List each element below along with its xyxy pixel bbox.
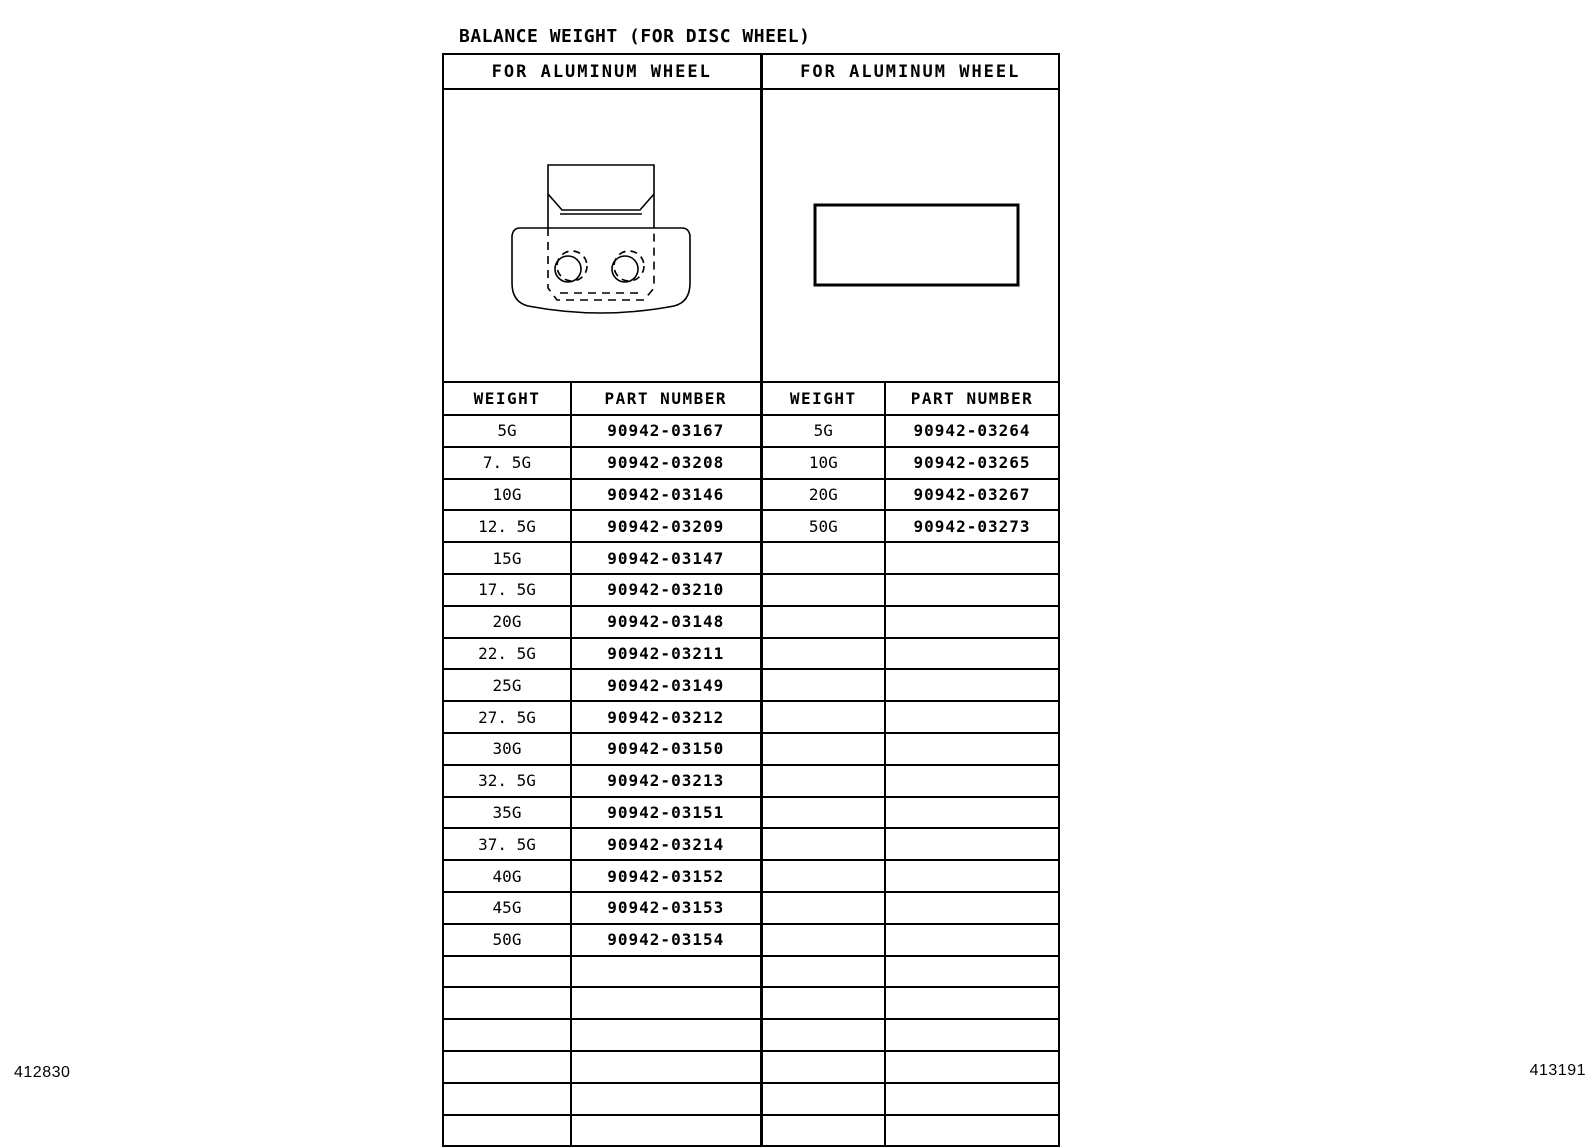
section-header-row [443, 54, 1059, 89]
part-number-cell-left: 90942-03150 [571, 733, 761, 765]
part-number-cell-right [885, 733, 1059, 765]
weight-cell-left: 37. 5G [443, 828, 571, 860]
table-row [443, 447, 1059, 479]
part-number-cell-right [885, 574, 1059, 606]
part-number-cell-right [885, 1115, 1059, 1147]
table-row [443, 924, 1059, 956]
part-number-cell-right [885, 542, 1059, 574]
table-row [443, 669, 1059, 701]
weight-cell-left: 20G [443, 606, 571, 638]
weight-cell-right [761, 606, 885, 638]
weight-cell-left: 50G [443, 924, 571, 956]
weight-cell-right: 20G [761, 479, 885, 511]
part-number-cell-right [885, 606, 1059, 638]
part-number-cell-right [885, 924, 1059, 956]
weight-cell-right [761, 1019, 885, 1051]
table-row [443, 415, 1059, 447]
column-header-part-left: PART NUMBER [571, 382, 761, 415]
table-row [443, 1051, 1059, 1083]
weight-cell-right [761, 1051, 885, 1083]
weight-cell-right [761, 892, 885, 924]
weight-cell-left: 15G [443, 542, 571, 574]
weight-cell-left [443, 987, 571, 1019]
weight-cell-right [761, 701, 885, 733]
weight-cell-right [761, 860, 885, 892]
weight-cell-left: 7. 5G [443, 447, 571, 479]
part-number-cell-left: 90942-03154 [571, 924, 761, 956]
table-row [443, 1115, 1059, 1147]
weight-cell-right [761, 765, 885, 797]
table-row [443, 987, 1059, 1019]
table-row [443, 574, 1059, 606]
column-header-weight-left: WEIGHT [443, 382, 571, 415]
part-number-cell-left: 90942-03208 [571, 447, 761, 479]
weight-cell-left: 45G [443, 892, 571, 924]
weight-cell-left: 22. 5G [443, 638, 571, 670]
table-row [443, 510, 1059, 542]
figure-number-right: 413191 [1529, 1062, 1586, 1079]
part-number-cell-left [571, 1115, 761, 1147]
weight-cell-right: 50G [761, 510, 885, 542]
weight-cell-left: 17. 5G [443, 574, 571, 606]
table-row [443, 860, 1059, 892]
weight-cell-right [761, 924, 885, 956]
weight-cell-left [443, 956, 571, 988]
part-number-cell-right [885, 669, 1059, 701]
section-header-left: FOR ALUMINUM WHEEL [443, 54, 761, 89]
part-number-cell-left [571, 987, 761, 1019]
part-number-cell-left [571, 1019, 761, 1051]
table-row [443, 892, 1059, 924]
table-row [443, 828, 1059, 860]
weight-cell-right [761, 1115, 885, 1147]
column-header-part-right: PART NUMBER [885, 382, 1059, 415]
weight-cell-right [761, 987, 885, 1019]
figure-cell-left [443, 89, 761, 382]
part-number-cell-right: 90942-03264 [885, 415, 1059, 447]
parts-table-body [443, 415, 1059, 1146]
weight-cell-right [761, 542, 885, 574]
weight-cell-left: 35G [443, 797, 571, 829]
table-row [443, 956, 1059, 988]
section-header-right: FOR ALUMINUM WHEEL [761, 54, 1059, 89]
table-row [443, 797, 1059, 829]
part-number-cell-left: 90942-03153 [571, 892, 761, 924]
weight-cell-right [761, 828, 885, 860]
weight-cell-left: 30G [443, 733, 571, 765]
part-number-cell-right [885, 987, 1059, 1019]
weight-cell-right [761, 574, 885, 606]
weight-cell-left: 10G [443, 479, 571, 511]
part-number-cell-right: 90942-03265 [885, 447, 1059, 479]
part-number-cell-left: 90942-03209 [571, 510, 761, 542]
weight-cell-left: 25G [443, 669, 571, 701]
part-number-cell-right: 90942-03273 [885, 510, 1059, 542]
table-row [443, 765, 1059, 797]
table-row [443, 701, 1059, 733]
part-number-cell-right [885, 701, 1059, 733]
figure-number-left: 412830 [14, 1064, 71, 1081]
part-number-cell-left: 90942-03212 [571, 701, 761, 733]
table-row [443, 1019, 1059, 1051]
weight-cell-right: 5G [761, 415, 885, 447]
weight-cell-right: 10G [761, 447, 885, 479]
part-number-cell-left: 90942-03148 [571, 606, 761, 638]
part-number-cell-right [885, 797, 1059, 829]
part-number-cell-right: 90942-03267 [885, 479, 1059, 511]
weight-cell-left: 27. 5G [443, 701, 571, 733]
part-number-cell-left: 90942-03147 [571, 542, 761, 574]
part-number-cell-left: 90942-03146 [571, 479, 761, 511]
part-number-cell-right [885, 638, 1059, 670]
part-number-cell-left: 90942-03167 [571, 415, 761, 447]
part-number-cell-left: 90942-03213 [571, 765, 761, 797]
figure-cell-right [761, 89, 1059, 382]
weight-cell-left [443, 1051, 571, 1083]
part-number-cell-left: 90942-03210 [571, 574, 761, 606]
part-number-cell-left: 90942-03211 [571, 638, 761, 670]
part-number-cell-left [571, 1051, 761, 1083]
table-row [443, 606, 1059, 638]
weight-cell-right [761, 956, 885, 988]
part-number-cell-right [885, 828, 1059, 860]
part-number-cell-left: 90942-03214 [571, 828, 761, 860]
table-row [443, 542, 1059, 574]
weight-cell-left: 5G [443, 415, 571, 447]
weight-cell-right [761, 638, 885, 670]
clip-on-balance-weight-icon [444, 128, 758, 343]
part-number-cell-right [885, 1051, 1059, 1083]
parts-table [442, 53, 1060, 1147]
column-header-row [443, 382, 1059, 415]
weight-cell-left: 40G [443, 860, 571, 892]
part-number-cell-left: 90942-03151 [571, 797, 761, 829]
figure-row [443, 89, 1059, 382]
part-number-cell-right [885, 892, 1059, 924]
weight-cell-left: 32. 5G [443, 765, 571, 797]
table-row [443, 479, 1059, 511]
part-number-cell-left: 90942-03149 [571, 669, 761, 701]
weight-cell-right [761, 669, 885, 701]
part-number-cell-right [885, 1019, 1059, 1051]
weight-cell-right [761, 733, 885, 765]
part-number-cell-left [571, 956, 761, 988]
part-number-cell-right [885, 860, 1059, 892]
table-row [443, 733, 1059, 765]
part-number-cell-right [885, 765, 1059, 797]
table-row [443, 638, 1059, 670]
column-header-weight-right: WEIGHT [761, 382, 885, 415]
part-number-cell-right [885, 956, 1059, 988]
weight-cell-left [443, 1115, 571, 1147]
weight-cell-left: 12. 5G [443, 510, 571, 542]
weight-cell-left [443, 1019, 571, 1051]
part-number-cell-left: 90942-03152 [571, 860, 761, 892]
page-title: BALANCE WEIGHT (FOR DISC WHEEL) [459, 26, 811, 47]
stick-on-balance-weight-icon [763, 128, 1059, 343]
weight-cell-right [761, 797, 885, 829]
